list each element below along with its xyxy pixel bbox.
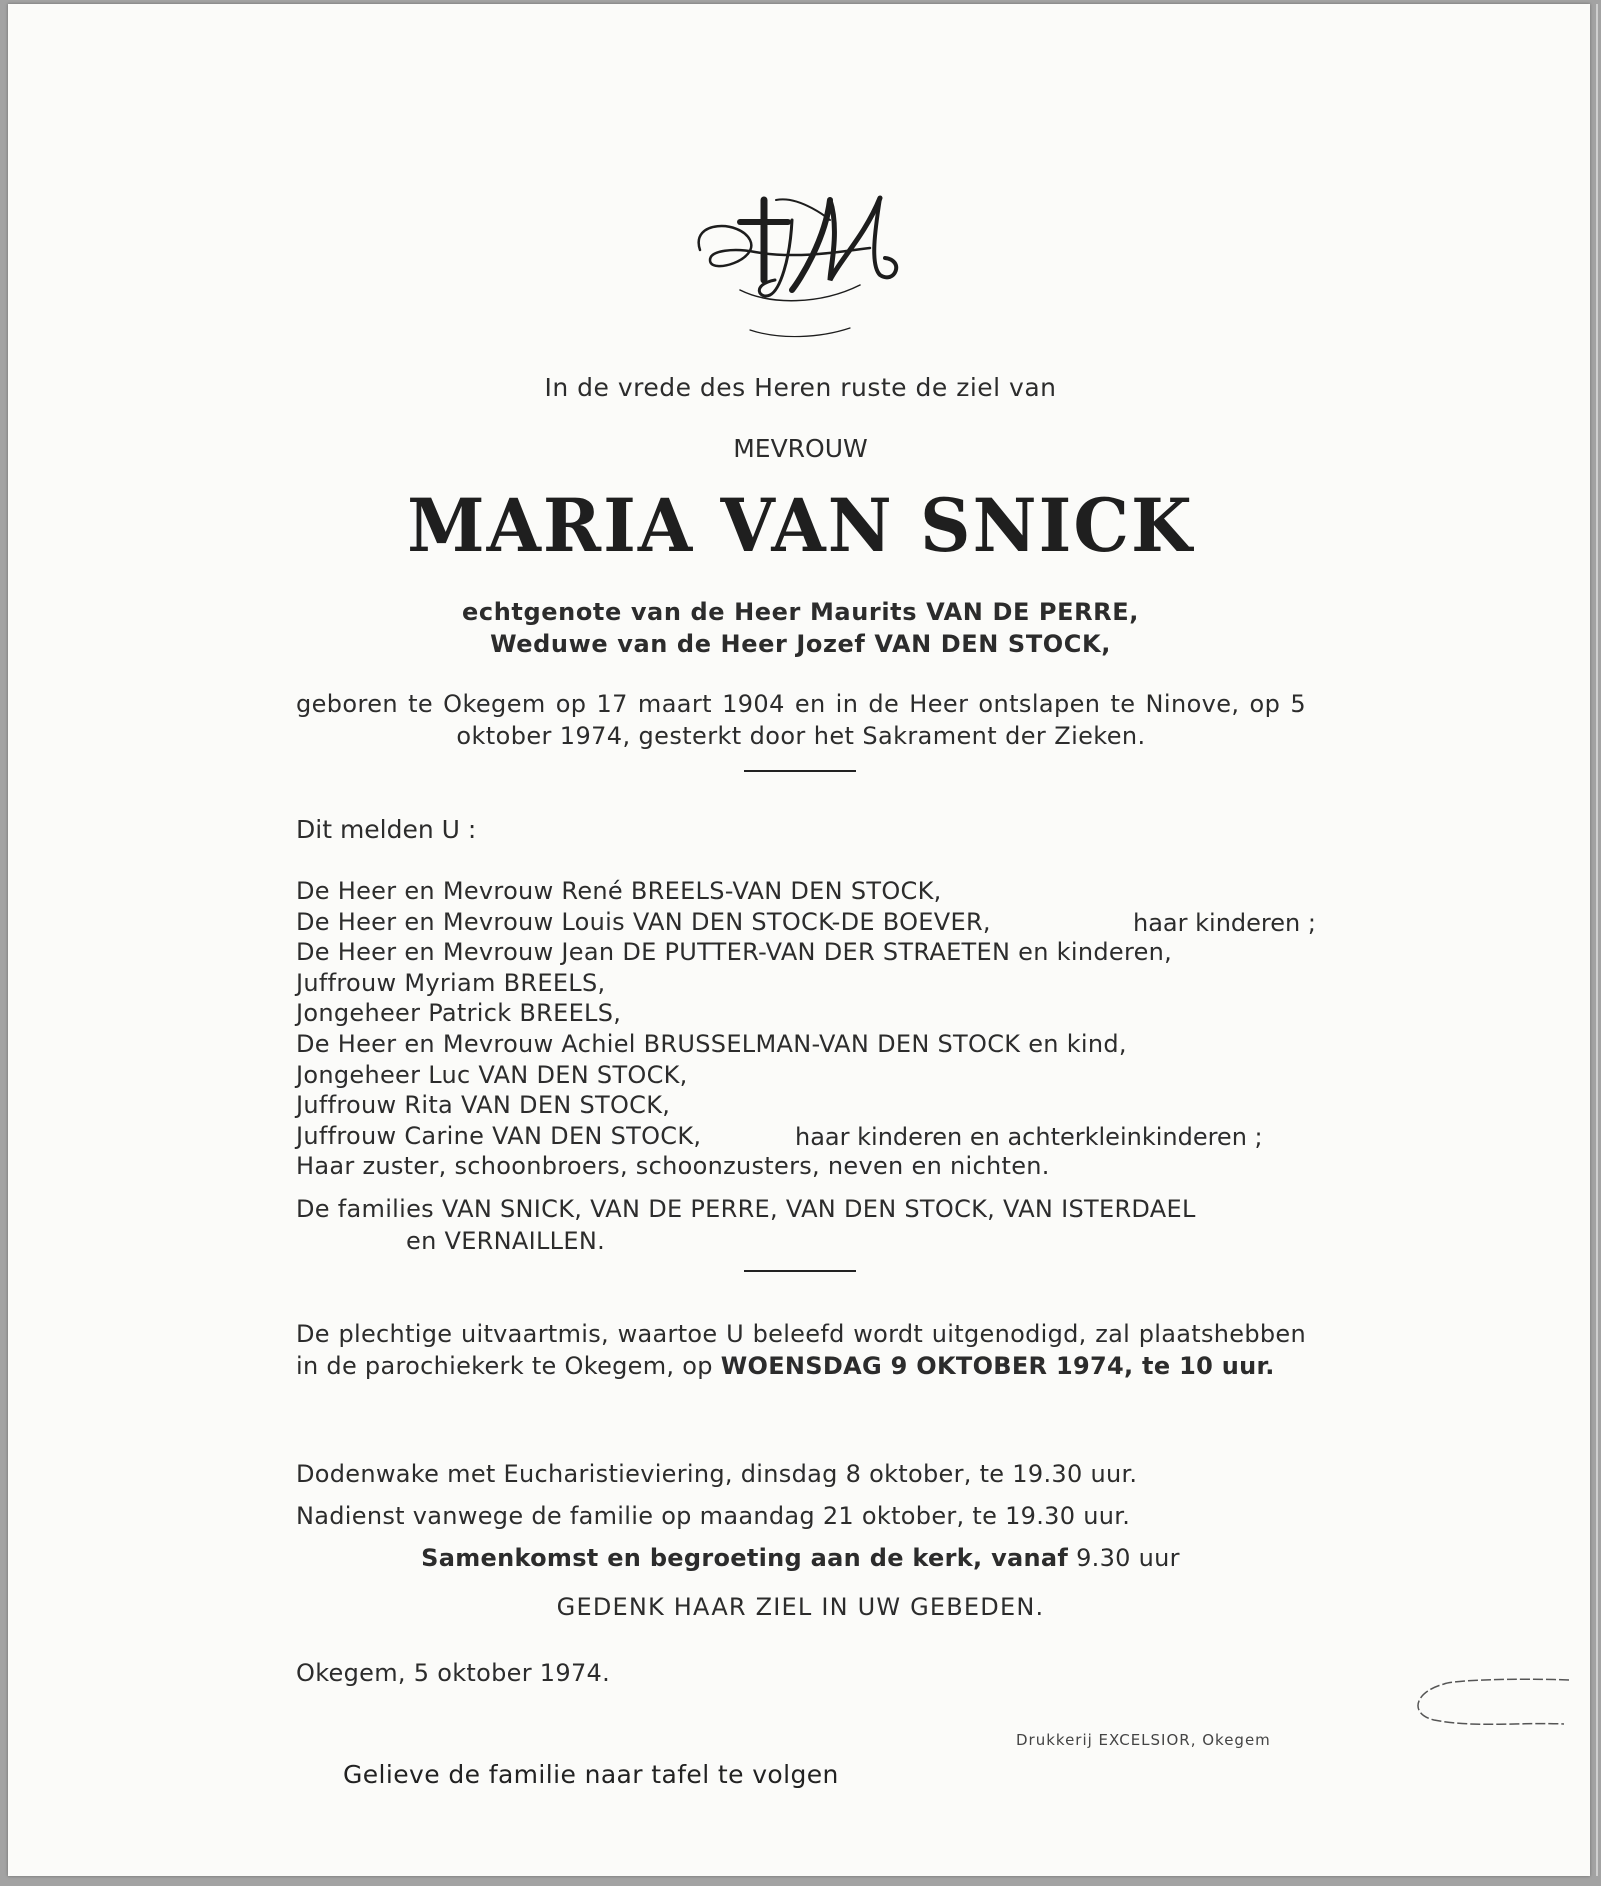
family-line: De Heer en Mevrouw Jean DE PUTTER-VAN DER STRAETEN en kinderen, [296, 938, 1173, 967]
family-line: De Heer en Mevrouw Achiel BRUSSELMAN-VAN DEN STOCK en kind, [296, 1029, 1127, 1058]
birth-death-text: geboren te Okegem op 17 maart 1904 en in de Heer ontslapen te Ninove, op 5 oktober 1974, gesterkt door het Sakrament der Zieken. [296, 690, 1306, 750]
funeral-text [296, 1318, 1306, 1382]
family-line: De Heer en Mevrouw Louis VAN DEN STOCK-DE BOEVER, [296, 907, 991, 936]
wake-line: Dodenwake met Eucharistieviering, dinsdag 8 oktober, te 19.30 uur. [296, 1460, 1138, 1488]
prayer-line: GEDENK HAAR ZIEL IN UW GEBEDEN. [556, 1593, 1045, 1621]
family-line: Jongeheer Patrick BREELS, [296, 999, 622, 1028]
divider-1 [744, 770, 856, 772]
handwritten-note: Gelieve de familie naar tafel te volgen [343, 1760, 839, 1789]
deceased-name: MARIA VAN SNICK [407, 481, 1194, 570]
spouse-line-1: echtgenote van de Heer Maurits VAN DE PERRE, [462, 598, 1139, 626]
intro-line: In de vrede des Heren ruste de ziel van [544, 373, 1057, 402]
cross-monogram-icon [680, 180, 910, 350]
families-line-1: De families VAN SNICK, VAN DE PERRE, VAN DEN STOCK, VAN ISTERDAEL [296, 1195, 1196, 1223]
funeral-text-main: De plechtige uitvaartmis, waartoe U beleefd wordt uitgenodigd, zal plaatshebben in de parochiekerk te Okegem, op [296, 1320, 1306, 1380]
gathering-text: Samenkomst en begroeting aan de kerk, vanaf [421, 1544, 1069, 1572]
gathering-time: 9.30 uur [1076, 1544, 1180, 1572]
note-grandchildren: haar kinderen en achterkleinkinderen ; [795, 1123, 1263, 1151]
family-line: Juffrouw Carine VAN DEN STOCK, [296, 1121, 702, 1150]
family-line: Jongeheer Luc VAN DEN STOCK, [296, 1060, 688, 1089]
spouse-line-2: Weduwe van de Heer Jozef VAN DEN STOCK, [490, 630, 1111, 658]
paperclip-mark-icon [1394, 1672, 1574, 1742]
spouse-lines [0, 596, 1601, 660]
family-line: Juffrouw Myriam BREELS, [296, 968, 606, 997]
families-line-2: en VERNAILLEN. [406, 1227, 606, 1255]
honorific: MEVROUW [733, 434, 868, 463]
family-line: De Heer en Mevrouw René BREELS-VAN DEN STOCK, [296, 877, 942, 905]
announce-line: Dit melden U : [296, 815, 477, 844]
funeral-date: WOENSDAG 9 OKTOBER 1974, te 10 uur. [720, 1352, 1275, 1380]
family-line: Haar zuster, schoonbroers, schoonzusters, neven en nichten. [296, 1152, 1050, 1181]
gathering-line [0, 1544, 1601, 1572]
printer-credit: Drukkerij EXCELSIOR, Okegem [1016, 1731, 1271, 1749]
place-date: Okegem, 5 oktober 1974. [296, 1659, 611, 1687]
family-line: Juffrouw Rita VAN DEN STOCK, [296, 1091, 671, 1120]
divider-2 [744, 1270, 856, 1272]
service-line: Nadienst vanwege de familie op maandag 21 oktober, te 19.30 uur. [296, 1502, 1131, 1530]
note-children: haar kinderen ; [1133, 909, 1316, 937]
